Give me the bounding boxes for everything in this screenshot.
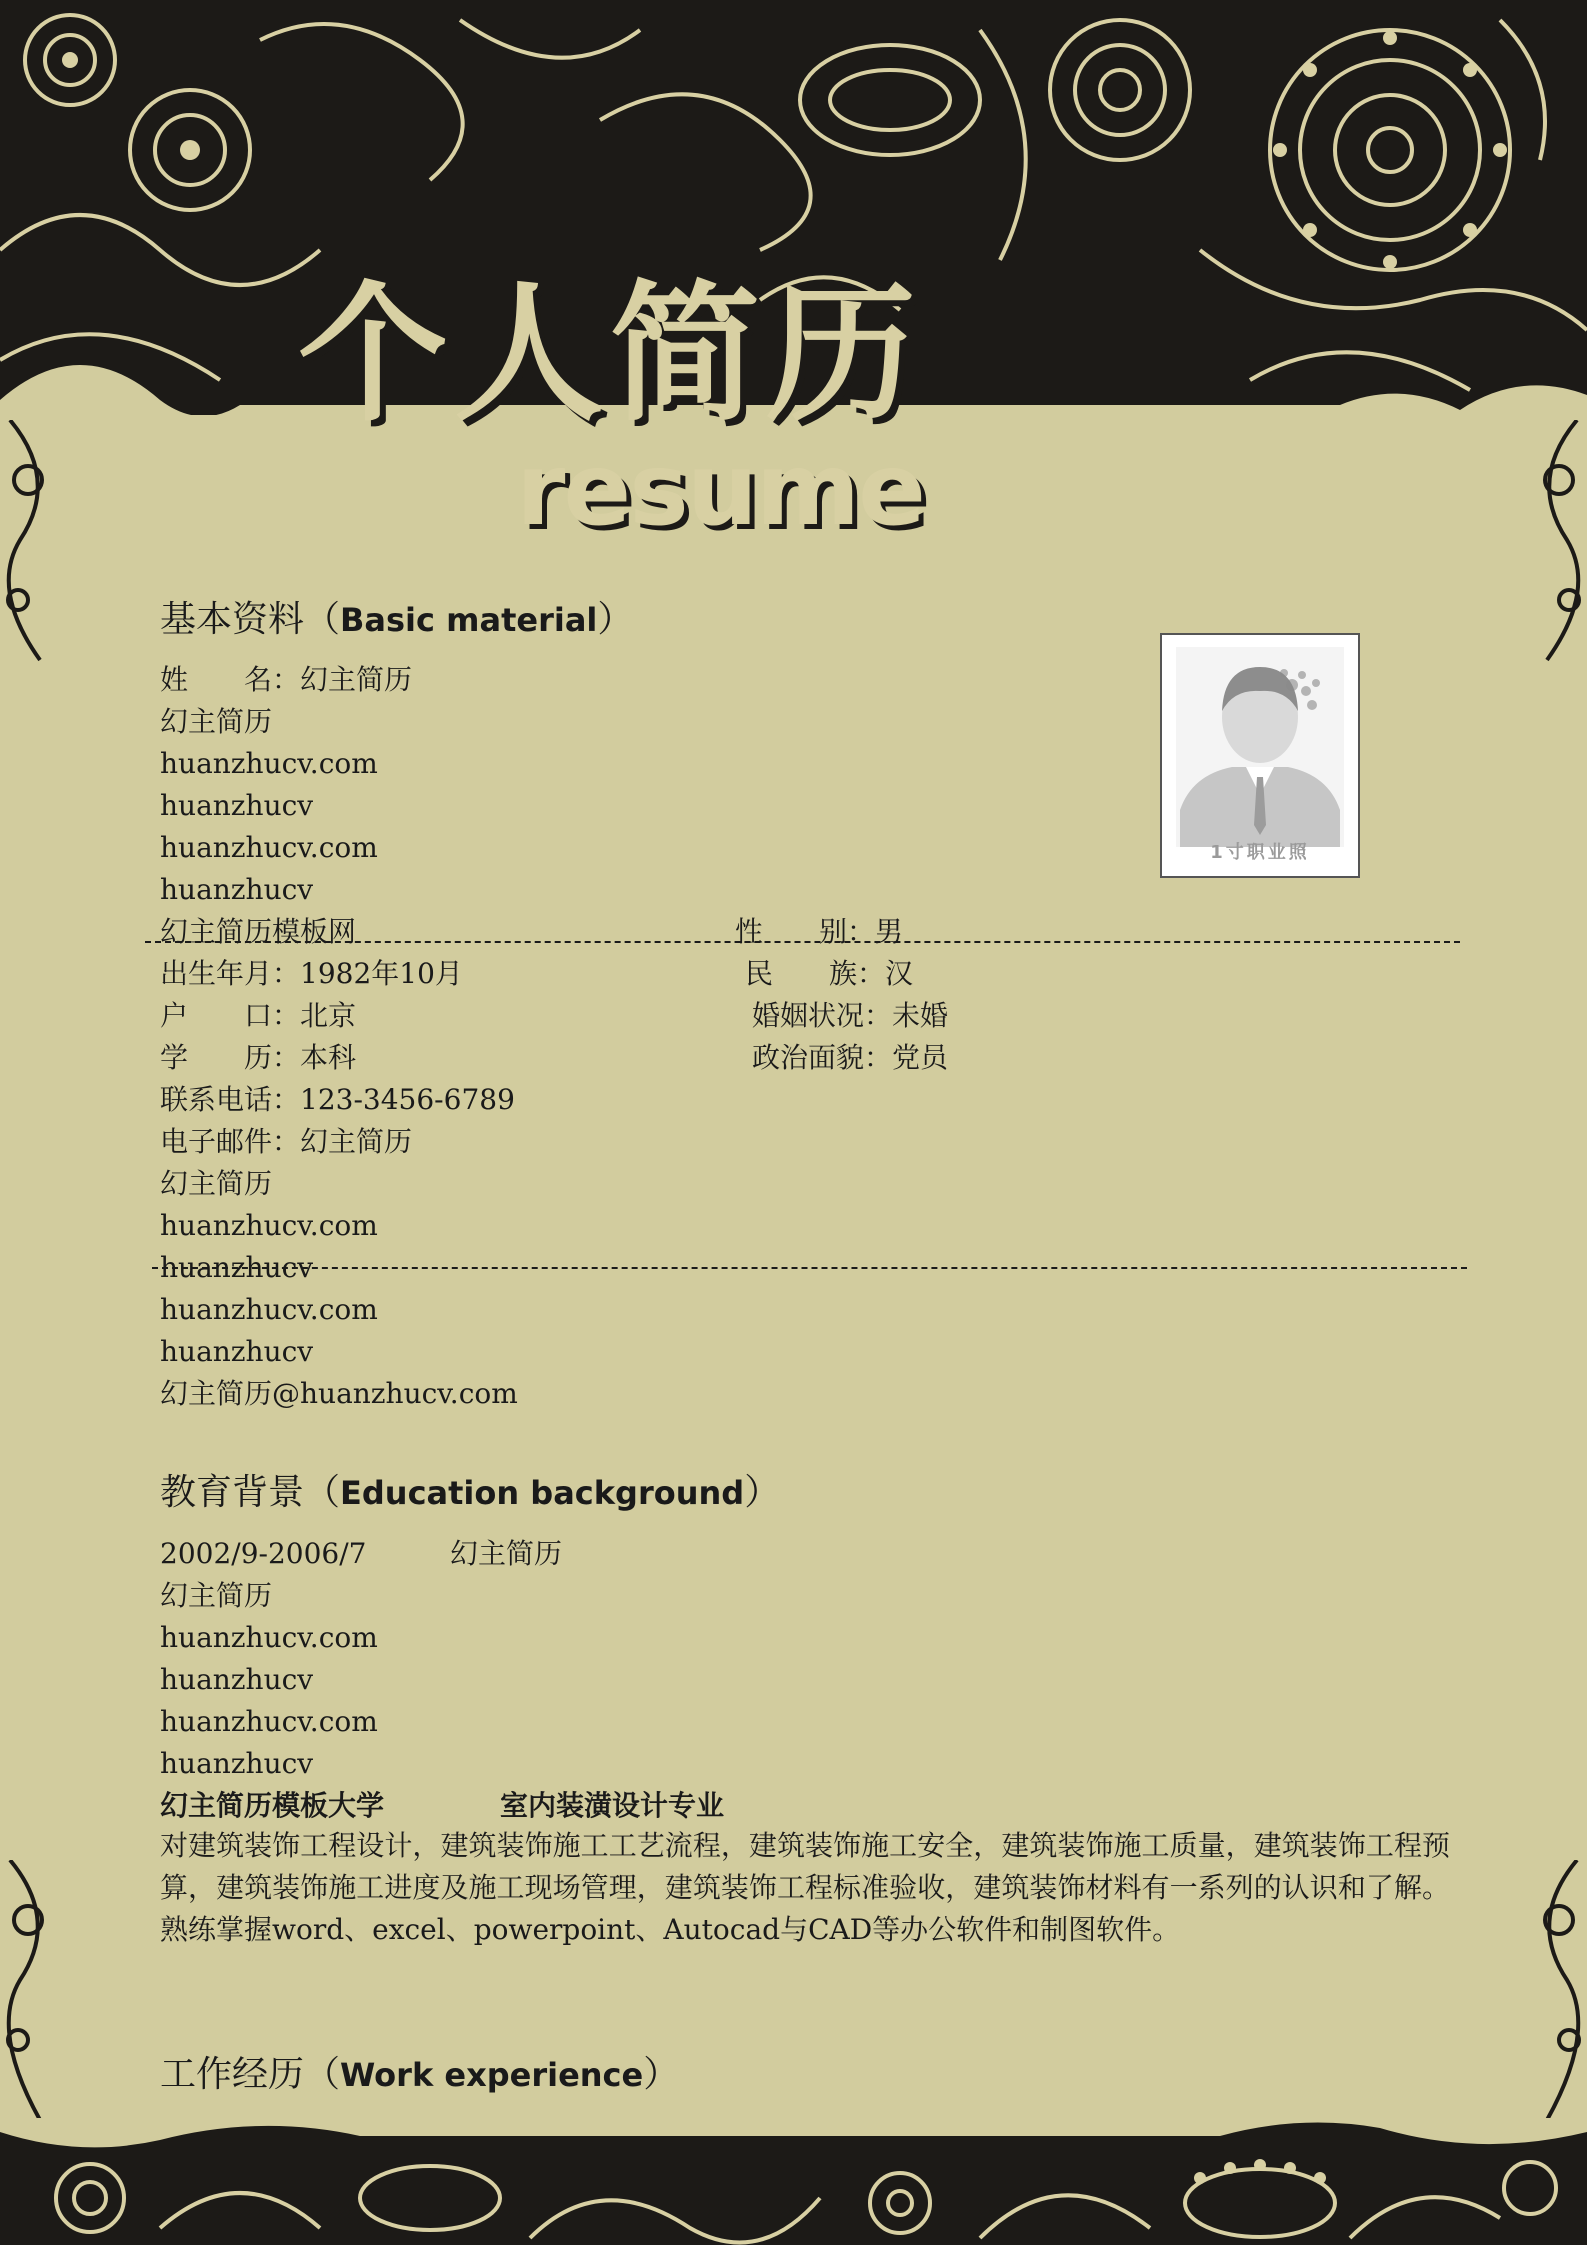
right-bottom-ornament [1517, 1860, 1587, 2120]
education-line: huanzhucv [160, 1663, 314, 1696]
education-title-en: Education background [340, 1474, 745, 1512]
major-name: 室内装潢设计专业 [500, 1789, 725, 1822]
name-line: 姓 名：幻主简历 [160, 663, 413, 696]
photo-placeholder [1160, 633, 1360, 878]
marital-line: 婚姻状况：未婚 [752, 999, 949, 1032]
work-title-end: ） [643, 2054, 680, 2095]
education-section-title [160, 1469, 780, 1517]
work-section-title [160, 2051, 679, 2099]
basic-line: huanzhucv [160, 1251, 314, 1284]
basic-title-end: ） [597, 599, 634, 640]
education-line: 幻主简历 [160, 1579, 273, 1612]
basic-line: 幻主简历模板网 [160, 915, 357, 948]
basic-line: huanzhucv.com [160, 831, 378, 864]
birth-line: 出生年月：1982年10月 [160, 957, 463, 990]
resume-title [250, 260, 970, 550]
ethnicity-line: 民 族：汉 [745, 957, 914, 990]
hukou-line: 户 口：北京 [160, 999, 357, 1032]
basic-line: huanzhucv.com [160, 1293, 378, 1326]
basic-title-cn: 基本资料（ [160, 599, 341, 640]
basic-section-title [160, 596, 633, 644]
dashed-divider [152, 1267, 1467, 1269]
left-top-ornament [0, 420, 70, 680]
basic-line: huanzhucv.com [160, 1209, 378, 1242]
right-top-ornament [1517, 420, 1587, 680]
email-line: 电子邮件：幻主简历 [160, 1125, 413, 1158]
education-line: huanzhucv [160, 1747, 314, 1780]
basic-line: huanzhucv [160, 873, 314, 906]
education-line: huanzhucv.com [160, 1621, 378, 1654]
title-english: resume [516, 431, 924, 548]
school-name: 幻主简历模板大学 [160, 1789, 385, 1822]
education-title-end: ） [744, 1472, 781, 1513]
education-description: 对建筑装饰工程设计，建筑装饰施工工艺流程，建筑装饰施工安全，建筑装饰施工质量，建筑装饰工程预算，建筑装饰施工进度及施工现场管理，建筑装饰工程标准验收，建筑装饰材料有一系列的认识和了解。 熟练掌握word、excel、powerpoint、Autocad与CAD等办公软件和制图软件。 [160, 1829, 1450, 1946]
work-title-cn: 工作经历（ [160, 2054, 341, 2095]
basic-line: huanzhucv [160, 789, 314, 822]
basic-line: 幻主简历 [160, 705, 273, 738]
basic-line: huanzhucv [160, 1335, 314, 1368]
basic-title-en: Basic material [340, 601, 598, 639]
left-bottom-ornament [0, 1860, 70, 2120]
basic-line: huanzhucv.com [160, 747, 378, 780]
basic-line: 幻主简历 [160, 1167, 273, 1200]
education-level-line: 学 历：本科 [160, 1041, 357, 1074]
phone-line: 联系电话：123-3456-6789 [160, 1083, 515, 1116]
dashed-divider [145, 941, 1460, 943]
education-period: 2002/9-2006/7 [160, 1537, 367, 1570]
education-title-cn: 教育背景（ [160, 1472, 341, 1513]
title-chinese: 个人简历 [297, 268, 922, 442]
basic-email-line: 幻主简历@huanzhucv.com [160, 1377, 518, 1410]
gender-line: 性 别：男 [735, 915, 904, 948]
education-period-name: 幻主简历 [450, 1537, 563, 1570]
footer-ornament-band [0, 2118, 1587, 2245]
education-line: huanzhucv.com [160, 1705, 378, 1738]
photo-caption: 1寸职业照 [1210, 842, 1310, 863]
political-line: 政治面貌：党员 [752, 1041, 949, 1074]
work-title-en: Work experience [340, 2056, 644, 2094]
